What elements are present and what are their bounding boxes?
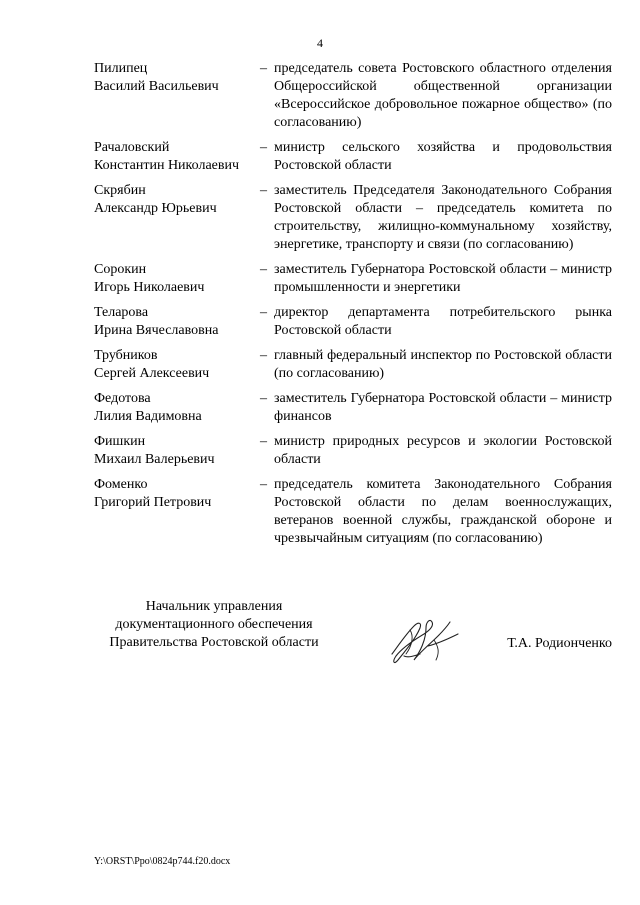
dash-separator: – (260, 305, 267, 320)
dash-separator: – (260, 183, 267, 198)
member-row (94, 347, 612, 383)
member-row (94, 261, 612, 297)
dash-separator: – (260, 477, 267, 492)
member-position: председатель совета Ростовского областного отделения Общероссийской общественной организации «Всероссийское добровольное пожарное общество» (по согласованию) (274, 61, 612, 130)
member-name (94, 347, 260, 383)
member-row (94, 139, 612, 175)
member-surname: Скрябин (94, 183, 146, 198)
member-row (94, 476, 612, 548)
member-surname: Федотова (94, 391, 151, 406)
member-given-names: Григорий Петрович (94, 495, 212, 510)
member-name (94, 60, 260, 132)
member-position: главный федеральный инспектор по Ростовской области (по согласованию) (274, 348, 612, 381)
dash-separator: – (260, 262, 267, 277)
dash-separator: – (260, 61, 267, 76)
member-position: заместитель Председателя Законодательного Собрания Ростовской области – председатель комитета по строительству, жилищно-коммунальному хозяйству, энергетике, транспорту и связи (по согласованию) (274, 183, 612, 252)
member-name (94, 182, 260, 254)
signatory-title-line: документационного обеспечения (115, 617, 313, 632)
dash-separator: – (260, 391, 267, 406)
member-surname: Рачаловский (94, 140, 170, 155)
member-given-names: Михаил Валерьевич (94, 452, 215, 467)
member-given-names: Ирина Вячеславовна (94, 323, 219, 338)
signatory-title (94, 598, 334, 652)
member-surname: Фишкин (94, 434, 146, 449)
member-given-names: Лилия Вадимовна (94, 409, 202, 424)
member-surname: Сорокин (94, 262, 147, 277)
file-path-footer: Y:\ORST\Ppo\0824p744.f20.docx (94, 856, 231, 867)
member-position: министр природных ресурсов и экологии Ростовской области (274, 434, 612, 467)
member-surname: Трубников (94, 348, 158, 363)
signatory-name: Т.А. Родионченко (507, 636, 612, 651)
handwritten-signature (384, 610, 466, 668)
member-given-names: Александр Юрьевич (94, 201, 217, 216)
dash-separator: – (260, 140, 267, 155)
dash-separator: – (260, 434, 267, 449)
page-number: 4 (317, 36, 323, 50)
member-name (94, 261, 260, 297)
member-row (94, 182, 612, 254)
member-row (94, 390, 612, 426)
member-position: министр сельского хозяйства и продовольствия Ростовской области (274, 140, 612, 173)
member-surname: Фоменко (94, 477, 148, 492)
member-given-names: Сергей Алексеевич (94, 366, 210, 381)
member-row (94, 304, 612, 340)
member-row (94, 433, 612, 469)
member-surname: Пилипец (94, 61, 148, 76)
signatory-title-line: Начальник управления (145, 599, 283, 614)
member-name (94, 476, 260, 548)
member-row (94, 60, 612, 132)
member-name (94, 390, 260, 426)
member-name (94, 304, 260, 340)
signature-block (94, 598, 612, 678)
member-given-names: Василий Васильевич (94, 79, 219, 94)
member-given-names: Игорь Николаевич (94, 280, 205, 295)
member-position: директор департамента потребительского рынка Ростовской области (274, 305, 612, 338)
member-position: председатель комитета Законодательного Собрания Ростовской области по делам военнослужащих, ветеранов военной службы, гражданской обороне и чрезвычайным ситуациям (по согласованию) (274, 477, 612, 546)
member-name (94, 139, 260, 175)
member-name (94, 433, 260, 469)
member-given-names: Константин Николаевич (94, 158, 240, 173)
signatory-title-line: Правительства Ростовской области (109, 635, 319, 650)
member-position: заместитель Губернатора Ростовской области – министр финансов (274, 391, 612, 424)
dash-separator: – (260, 348, 267, 363)
member-position: заместитель Губернатора Ростовской области – министр промышленности и энергетики (274, 262, 612, 295)
member-surname: Теларова (94, 305, 149, 320)
members-list (94, 60, 612, 555)
